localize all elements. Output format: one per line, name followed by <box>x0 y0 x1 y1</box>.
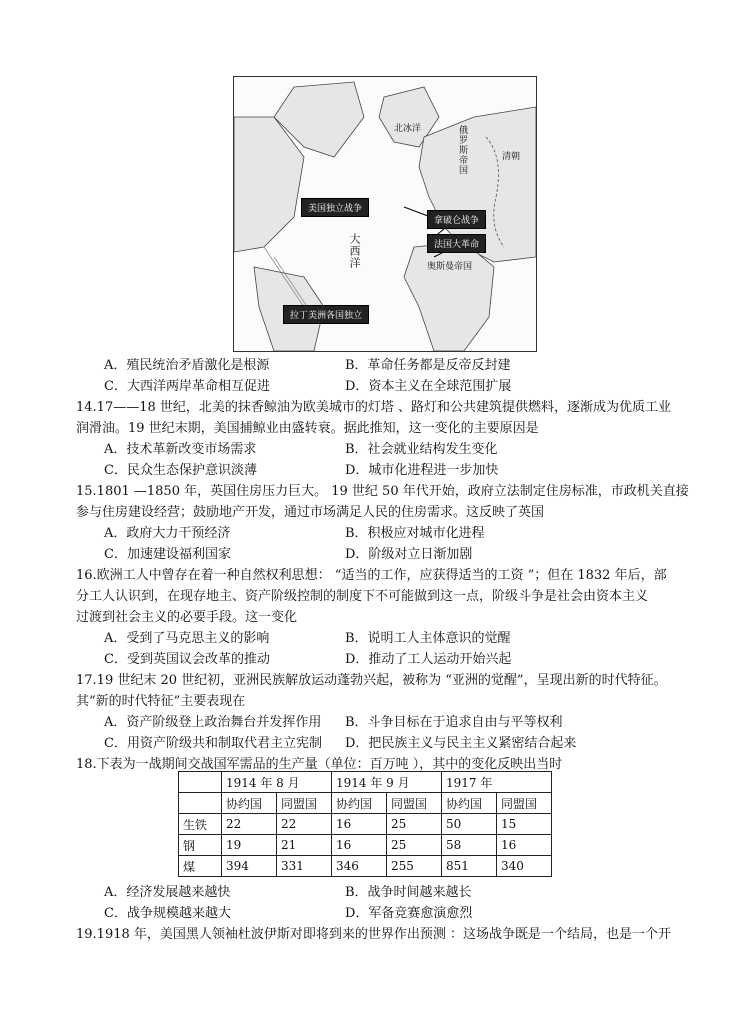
map-box-napoleon: 拿破仑战争 <box>427 210 486 229</box>
q16-option-c: C．受到英国议会改革的推动 <box>104 652 270 667</box>
q16-stem-line1: 16.欧洲工人中曾存在着一种自然权利思想： “适当的工作，应获得适当的工资 ”；但在 1832 年后，部 <box>76 568 667 583</box>
map-box-french-revolution: 法国大革命 <box>427 234 486 253</box>
q17-stem-line2: 其“新的时代特征”主要表现在 <box>76 694 246 709</box>
map-label-atlantic: 大西洋 <box>348 233 361 269</box>
q18-option-d: D．军备竞赛愈演愈烈 <box>345 906 473 921</box>
q15-stem-line1: 15.1801 —1850 年，英国住房压力巨大。 19 世纪 50 年代开始，政府立法制定住房标准，市政机关直接 <box>76 484 689 499</box>
q17-stem-line1: 17.19 世纪末 20 世纪初，亚洲民族解放运动蓬勃兴起，被称为 “亚洲的觉醒”，呈现出新的时代特征。 <box>76 673 667 688</box>
map-figure <box>233 76 537 352</box>
q14-stem-line1: 14.17——18 世纪，北美的抹香鲸油为欧美城市的灯塔 、路灯和公共建筑提供燃料，逐渐成为优质工业 <box>76 400 672 415</box>
table-cell: 25 <box>387 835 442 856</box>
q14-option-c: C．民众生态保护意识淡薄 <box>104 463 257 478</box>
table-side-header: 同盟国 <box>497 793 552 814</box>
q15-option-b: B．积极应对城市化进程 <box>345 526 485 541</box>
table-side-header: 协约国 <box>222 793 277 814</box>
q13-option-a: A．殖民统治矛盾激化是根源 <box>104 358 270 373</box>
q18-option-b: B．战争时间越来越长 <box>345 885 472 900</box>
q15-stem-line2: 参与住房建设经营；鼓励地产开发，通过市场满足人民的住房需求。这反映了英国 <box>76 505 545 520</box>
table-cell: 22 <box>222 814 277 835</box>
q14-option-a: A．技术革新改变市场需求 <box>104 442 257 457</box>
table-cell: 50 <box>442 814 497 835</box>
table-cell: 19 <box>222 835 277 856</box>
table-row <box>179 835 552 856</box>
q19-stem-line1: 19.1918 年，美国黑人领袖杜波伊斯对即将到来的世界作出预测 ：这场战争既是一个结局，也是一个开 <box>76 927 672 942</box>
table-cell: 346 <box>332 856 387 877</box>
map-label-ottoman: 奥斯曼帝国 <box>427 262 473 272</box>
table-side-header: 同盟国 <box>387 793 442 814</box>
q17-option-a: A．资产阶级登上政治舞台并发挥作用 <box>104 715 322 730</box>
q14-option-b: B．社会就业结构发生变化 <box>345 442 498 457</box>
map-box-us-independence: 美国独立战争 <box>301 198 369 217</box>
row-label: 生铁 <box>179 814 222 835</box>
table-cell: 21 <box>277 835 332 856</box>
row-label: 钢 <box>179 835 222 856</box>
table-side-header: 协约国 <box>442 793 497 814</box>
q13-option-c: C．大西洋两岸革命相互促进 <box>104 379 270 394</box>
map-label-arctic: 北冰洋 <box>394 124 422 134</box>
q18-option-a: A．经济发展越来越快 <box>104 885 231 900</box>
q13-option-b: B．革命任务都是反帝反封建 <box>345 358 511 373</box>
table-cell: 58 <box>442 835 497 856</box>
q13-option-d: D．资本主义在全球范围扩展 <box>345 379 512 394</box>
row-label: 煤 <box>179 856 222 877</box>
production-table <box>178 771 552 877</box>
map-label-russia: 俄罗斯帝国 <box>457 125 467 175</box>
q16-option-d: D．推动了工人运动开始兴起 <box>345 652 512 667</box>
q15-option-c: C．加速建设福利国家 <box>104 547 231 562</box>
table-year-header: 1914 年 8 月 <box>222 772 332 793</box>
table-side-header: 协约国 <box>332 793 387 814</box>
table-cell: 25 <box>387 814 442 835</box>
table-corner-cell <box>179 772 222 793</box>
table-year-header: 1917 年 <box>442 772 552 793</box>
map-drawing <box>234 77 536 351</box>
q16-stem-line3: 过渡到社会主义的必要手段。这一变化 <box>76 610 298 625</box>
q14-option-d: D．城市化进程进一步加快 <box>345 463 499 478</box>
table-row <box>179 856 552 877</box>
table-cell: 340 <box>497 856 552 877</box>
q16-stem-line2: 分工人认识到，在现存地主、资产阶级控制的制度下不可能做到这一点，阶级斗争是社会由资本主义 <box>76 589 649 604</box>
table-year-header: 1914 年 9 月 <box>332 772 442 793</box>
q15-option-a: A．政府大力干预经济 <box>104 526 231 541</box>
table-cell: 331 <box>277 856 332 877</box>
q14-stem-line2: 润滑油。19 世纪末期，美国捕鲸业由盛转衰。据此推知，这一变化的主要原因是 <box>76 421 539 436</box>
table-cell: 394 <box>222 856 277 877</box>
table-row <box>179 814 552 835</box>
map-box-latin-america: 拉丁美洲各国独立 <box>283 305 369 324</box>
table-cell: 16 <box>497 835 552 856</box>
q18-stem: 18.下表为一战期间交战国军需品的生产量（单位：百万吨 ），其中的变化反映出当时 <box>76 757 563 772</box>
q16-option-b: B．说明工人主体意识的觉醒 <box>345 631 511 646</box>
q15-option-d: D．阶级对立日渐加剧 <box>345 547 473 562</box>
table-cell: 16 <box>332 835 387 856</box>
q17-option-c: C．用资产阶级共和制取代君主立宪制 <box>104 736 322 751</box>
table-cell: 851 <box>442 856 497 877</box>
table-side-header: 同盟国 <box>277 793 332 814</box>
table-cell: 22 <box>277 814 332 835</box>
table-cell: 15 <box>497 814 552 835</box>
map-label-qing: 清朝 <box>502 152 521 162</box>
table-cell: 16 <box>332 814 387 835</box>
q17-option-b: B．斗争目标在于追求自由与平等权利 <box>345 715 563 730</box>
q17-option-d: D．把民族主义与民主主义紧密结合起来 <box>345 736 577 751</box>
table-cell: 255 <box>387 856 442 877</box>
q18-option-c: C．战争规模越来越大 <box>104 906 231 921</box>
q16-option-a: A．受到了马克思主义的影响 <box>104 631 270 646</box>
table-corner-cell <box>179 793 222 814</box>
